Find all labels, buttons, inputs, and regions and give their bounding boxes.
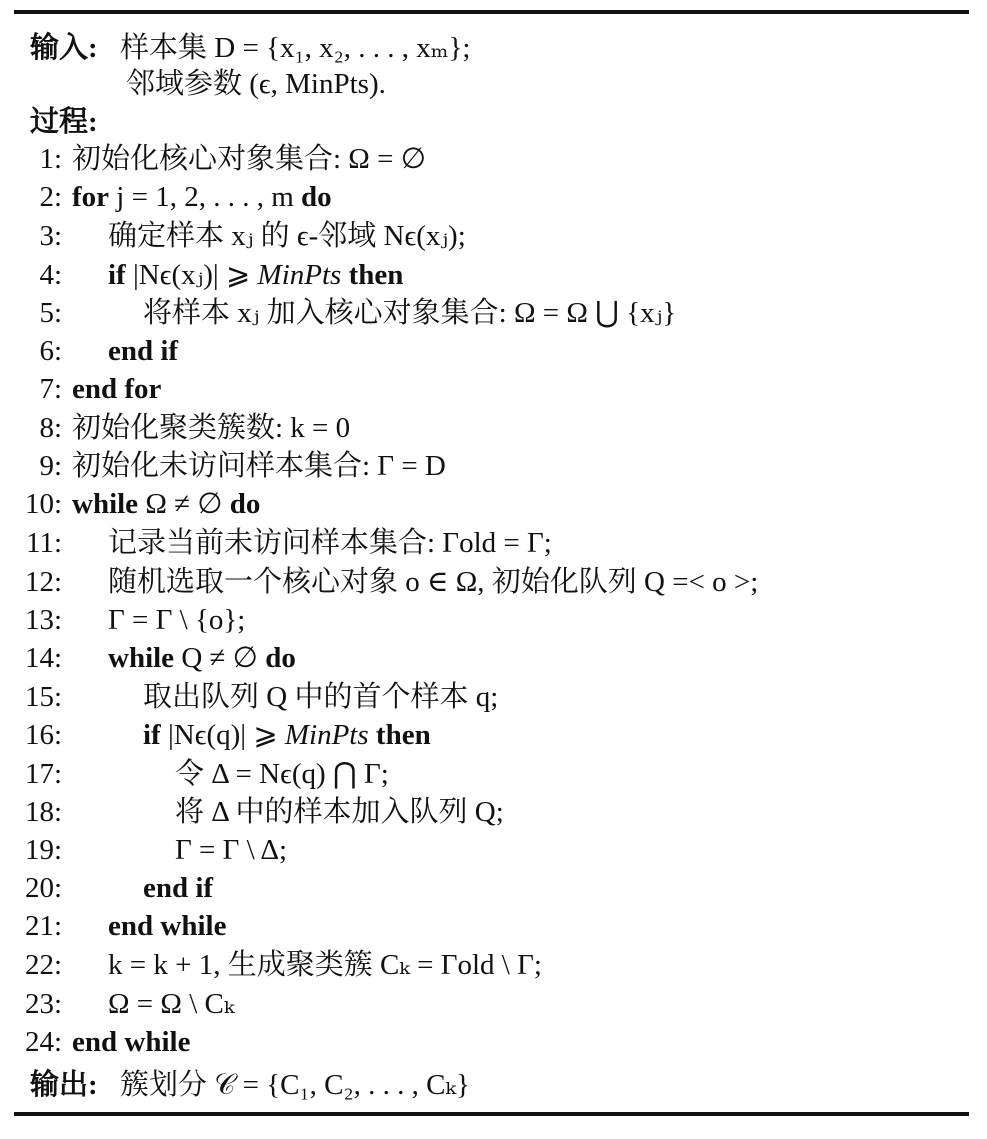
- line-number: 11:: [26, 527, 62, 559]
- algo-line-12: [0, 563, 980, 601]
- algo-line-18: [0, 793, 980, 831]
- line-number: 22:: [24, 949, 62, 981]
- algo-line-8: [0, 409, 980, 447]
- line-number: 13:: [24, 604, 62, 636]
- line-text: end for: [72, 373, 162, 405]
- line-text: Γ = Γ \ Δ;: [175, 834, 288, 866]
- line-number: 19:: [24, 834, 62, 866]
- algo-line-24: [0, 1023, 980, 1061]
- line-number: 6:: [39, 335, 62, 367]
- line-number: 3:: [39, 220, 62, 252]
- line-number: 8:: [39, 412, 62, 444]
- line-text: 随机选取一个核心对象 o ∈ Ω, 初始化队列 Q =< o >;: [108, 566, 759, 598]
- line-text: end while: [108, 910, 227, 942]
- line-text: for j = 1, 2, . . . , m do: [72, 181, 332, 213]
- algo-line-10: [0, 485, 980, 523]
- line-number: 14:: [24, 642, 62, 674]
- algo-line-14: [0, 639, 980, 677]
- line-text: 初始化聚类簇数: k = 0: [72, 412, 351, 444]
- algo-line-16: [0, 716, 980, 754]
- algo-line-2: [0, 178, 980, 216]
- algo-line-11: [0, 524, 980, 562]
- line-text: while Ω ≠ ∅ do: [72, 488, 261, 520]
- line-number: 1:: [39, 143, 62, 175]
- line-text: end while: [72, 1026, 191, 1058]
- line-text: 令 Δ = Nϵ(q) ⋂ Γ;: [175, 758, 389, 790]
- line-text: 记录当前未访问样本集合: Γold = Γ;: [108, 527, 552, 559]
- algo-line-3: [0, 217, 980, 255]
- line-text: 初始化核心对象集合: Ω = ∅: [72, 143, 426, 175]
- algo-line-4: [0, 256, 980, 294]
- line-number: 12:: [24, 566, 62, 598]
- line-number: 4:: [39, 259, 62, 291]
- line-text: if |Nϵ(q)| ⩾ MinPts then: [143, 719, 431, 751]
- line-text: end if: [143, 872, 214, 904]
- top-rule: [14, 10, 969, 14]
- algo-line-19: [0, 831, 980, 869]
- input-line-1: 样本集 D = {x₁, x₂, . . . , xₘ};: [120, 32, 471, 64]
- algo-line-1: [0, 140, 980, 178]
- algo-line-13: [0, 601, 980, 639]
- algo-line-22: [0, 946, 980, 984]
- process-row: [0, 103, 980, 141]
- input-row-2: [0, 65, 980, 103]
- bottom-rule: [14, 1112, 969, 1116]
- line-number: 20:: [24, 872, 62, 904]
- line-text: Ω = Ω \ Cₖ: [108, 988, 235, 1020]
- algo-line-21: [0, 907, 980, 945]
- line-number: 5:: [39, 297, 62, 329]
- line-text: if |Nϵ(xⱼ)| ⩾ MinPts then: [108, 259, 404, 291]
- line-number: 7:: [39, 373, 62, 405]
- line-text: 取出队列 Q 中的首个样本 q;: [143, 681, 499, 713]
- algo-line-15: [0, 678, 980, 716]
- algo-line-6: [0, 332, 980, 370]
- line-text: while Q ≠ ∅ do: [108, 642, 296, 674]
- line-number: 15:: [24, 681, 62, 713]
- output-label: 输出:: [30, 1069, 98, 1101]
- line-number: 24:: [24, 1026, 62, 1058]
- process-label: 过程:: [30, 106, 98, 138]
- algo-line-7: [0, 370, 980, 408]
- line-number: 16:: [24, 719, 62, 751]
- algo-line-9: [0, 447, 980, 485]
- line-text: 将 Δ 中的样本加入队列 Q;: [175, 796, 504, 828]
- line-number: 18:: [24, 796, 62, 828]
- line-number: 23:: [24, 988, 62, 1020]
- line-number: 9:: [39, 450, 62, 482]
- output-text: 簇划分 𝒞 = {C₁, C₂, . . . , Cₖ}: [120, 1069, 470, 1101]
- line-text: 将样本 xⱼ 加入核心对象集合: Ω = Ω ⋃ {xⱼ}: [143, 297, 677, 329]
- algo-line-20: [0, 869, 980, 907]
- line-number: 17:: [24, 758, 62, 790]
- line-text: end if: [108, 335, 179, 367]
- line-number: 10:: [24, 488, 62, 520]
- line-number: 21:: [24, 910, 62, 942]
- line-number: 2:: [39, 181, 62, 213]
- algo-line-23: [0, 985, 980, 1023]
- algo-line-17: [0, 755, 980, 793]
- line-text: 确定样本 xⱼ 的 ϵ-邻域 Nϵ(xⱼ);: [108, 220, 466, 252]
- line-text: 初始化未访问样本集合: Γ = D: [72, 450, 446, 482]
- input-row: [0, 29, 980, 67]
- line-text: Γ = Γ \ {o};: [108, 604, 246, 636]
- line-text: k = k + 1, 生成聚类簇 Cₖ = Γold \ Γ;: [108, 949, 542, 981]
- input-label: 输入:: [30, 32, 98, 64]
- input-line-2: 邻域参数 (ϵ, MinPts).: [126, 68, 386, 100]
- output-row: [0, 1066, 980, 1104]
- algo-line-5: [0, 294, 980, 332]
